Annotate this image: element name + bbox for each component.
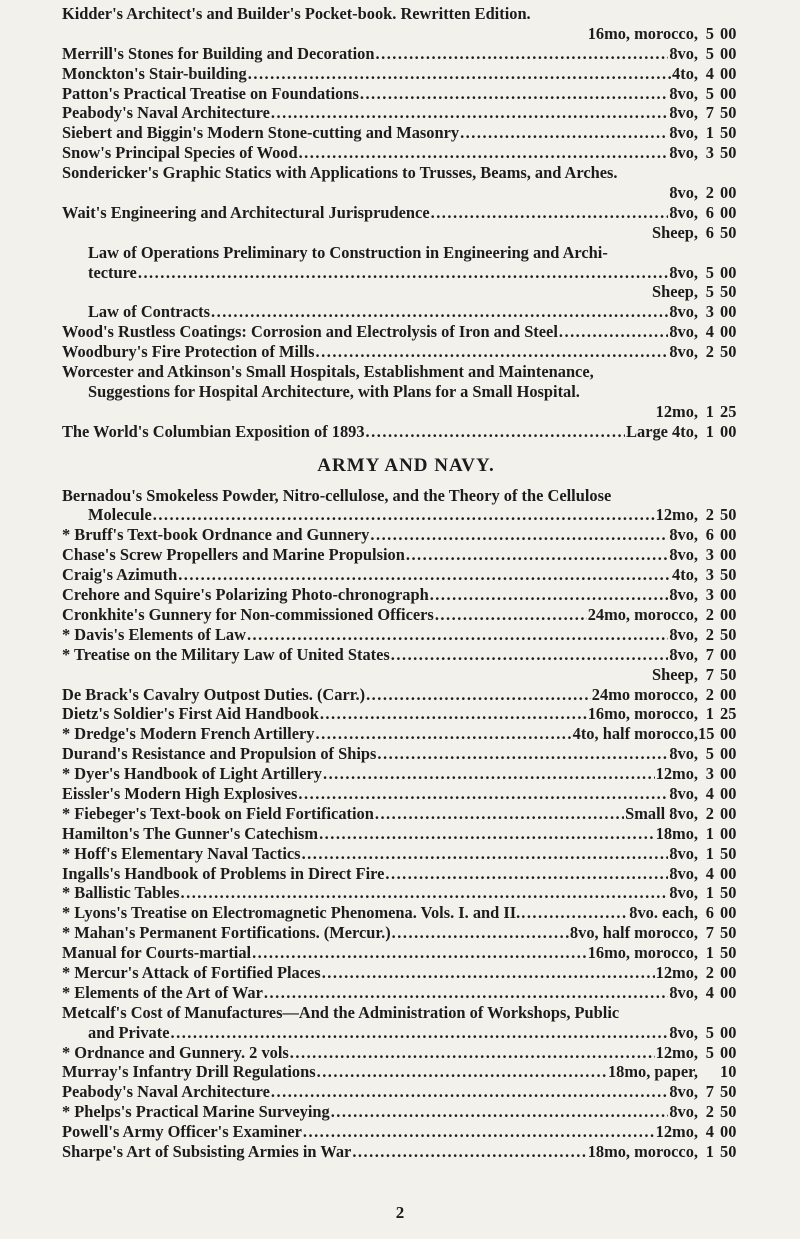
leader-dots	[247, 625, 668, 645]
leader-dots	[271, 1082, 668, 1102]
leader-dots	[375, 804, 624, 824]
entry-format: 8vo,	[669, 545, 698, 565]
entry-title: Merrill's Stones for Building and Decoration	[62, 43, 375, 63]
entry-title: Durand's Resistance and Propulsion of Ships	[62, 744, 377, 764]
entry-price: 7 50	[705, 1082, 737, 1102]
entry-price: 4 00	[705, 783, 737, 803]
catalog-entry-line	[62, 223, 750, 243]
entry-format: 8vo,	[669, 123, 698, 143]
entry-price: 1 25	[705, 704, 737, 724]
catalog-entry-line	[62, 665, 750, 685]
leader-dots	[435, 605, 587, 625]
entry-format: 8vo,	[669, 644, 698, 664]
entry-price: 2 00	[705, 684, 737, 704]
catalog-entry-line	[62, 362, 750, 382]
entry-price: 7 50	[705, 664, 737, 684]
entry-title: * Davis's Elements of Law	[62, 624, 246, 644]
entry-price: 6 50	[705, 222, 737, 242]
entry-price: 1 50	[705, 1141, 737, 1161]
entry-format: 12mo,	[655, 1122, 698, 1142]
entry-title: Ingalls's Handbook of Problems in Direct Fire	[62, 863, 385, 883]
entry-format: 12mo,	[655, 764, 698, 784]
catalog-entry-line	[62, 382, 750, 402]
catalog-entry-line	[62, 342, 750, 362]
entry-price: 5 00	[705, 83, 737, 103]
leader-dots	[322, 963, 655, 983]
entry-title: * Phelps's Practical Marine Surveying	[62, 1102, 330, 1122]
catalog-entry-line	[62, 183, 750, 203]
entry-price: 5 50	[705, 282, 737, 302]
header-format: 16mo, morocco,	[587, 23, 698, 43]
leader-dots	[317, 1062, 607, 1082]
entry-format: 12mo,	[655, 1042, 698, 1062]
entry-title: Murray's Infantry Drill Regulations	[62, 1062, 316, 1082]
entry-title: Wait's Engineering and Architectural Jurisprudence	[62, 202, 430, 222]
catalog-entry-line	[62, 44, 750, 64]
entry-title: Sondericker's Graphic Statics with Applications to Trusses, Beams, and Arches.	[62, 163, 618, 183]
catalog-column	[62, 4, 750, 1162]
entry-price: 1 50	[705, 843, 737, 863]
catalog-entry-line	[62, 744, 750, 764]
entry-price: 4 00	[705, 863, 737, 883]
entry-price: 5 00	[705, 262, 737, 282]
catalog-entry-line	[62, 864, 750, 884]
entry-format: 8vo,	[669, 843, 698, 863]
catalog-entry-line	[62, 1142, 750, 1162]
leader-dots	[391, 645, 669, 665]
catalog-entry-line	[62, 486, 750, 506]
entry-format: 8vo,	[669, 863, 698, 883]
leader-dots	[370, 525, 668, 545]
catalog-entry-line	[62, 983, 750, 1003]
catalog-entry-line	[62, 64, 750, 84]
entry-price: 4 00	[705, 322, 737, 342]
entry-title: * Mahan's Permanent Fortifications. (Mercur.)	[62, 923, 391, 943]
entry-price: 2 50	[705, 505, 737, 525]
entry-title: Bernadou's Smokeless Powder, Nitro-cellulose, and the Theory of the Cellulose	[62, 485, 612, 505]
entry-format: Sheep,	[652, 282, 698, 302]
entry-format: 18mo, paper,	[607, 1062, 698, 1082]
entry-title: Powell's Army Officer's Examiner	[62, 1122, 302, 1142]
entry-format: 8vo,	[669, 1082, 698, 1102]
header-format-line	[62, 24, 750, 44]
entry-price: 3 50	[705, 565, 737, 585]
catalog-entry-line	[62, 704, 750, 724]
catalog-entry-line	[62, 163, 750, 183]
entry-format: 18mo, morocco,	[587, 1141, 698, 1161]
entry-format: 8vo,	[669, 1102, 698, 1122]
entry-format: 16mo, morocco,	[587, 704, 698, 724]
entry-title: Peabody's Naval Architecture	[62, 103, 270, 123]
catalog-entry-line	[62, 243, 750, 263]
catalog-entry-line	[62, 263, 750, 283]
entry-price: 3 00	[705, 764, 737, 784]
catalog-entry-line	[62, 784, 750, 804]
entry-format: 4to, half morocco,	[572, 724, 698, 744]
section-heading-army-navy: ARMY AND NAVY.	[317, 454, 495, 476]
entry-title: * Elements of the Art of War	[62, 982, 263, 1002]
entry-title: * Mercur's Attack of Fortified Places	[62, 962, 321, 982]
catalog-entry-line	[62, 402, 750, 422]
leader-dots	[360, 84, 668, 104]
entry-price: 15 00	[698, 724, 737, 744]
entry-format: Large 4to,	[626, 421, 698, 441]
entry-format: 8vo,	[669, 982, 698, 1002]
catalog-entry-line	[62, 103, 750, 123]
entry-title: * Dredge's Modern French Artillery	[62, 724, 315, 744]
catalog-entry-line	[62, 143, 750, 163]
entry-title: Worcester and Atkinson's Small Hospitals, Establishment and Maintenance,	[62, 362, 594, 382]
leader-dots	[153, 505, 655, 525]
entry-price: 1 00	[705, 823, 737, 843]
entry-price: 4 00	[705, 1122, 737, 1142]
catalog-entry-line	[62, 1122, 750, 1142]
entry-title: Dietz's Soldier's First Aid Handbook	[62, 704, 319, 724]
entry-format: 8vo,	[669, 43, 698, 63]
catalog-entry-line	[62, 605, 750, 625]
entry-title: * Hoff's Elementary Naval Tactics	[62, 843, 301, 863]
entry-format: 8vo. each,	[629, 903, 698, 923]
entry-format: Sheep,	[652, 222, 698, 242]
catalog-entry-line	[62, 1102, 750, 1122]
leader-dots	[302, 844, 669, 864]
entry-format: 8vo, half morocco,	[569, 923, 698, 943]
entry-price: 6 00	[705, 202, 737, 222]
entry-title: Peabody's Naval Architecture	[62, 1082, 270, 1102]
entry-price: 6 00	[705, 903, 737, 923]
entry-title: Law of Operations Preliminary to Construction in Engineering and Archi-	[88, 242, 608, 262]
section-army-navy	[62, 486, 750, 1162]
catalog-entry-line	[62, 844, 750, 864]
catalog-entry-line	[62, 1043, 750, 1063]
entry-format: 12mo,	[655, 401, 698, 421]
entry-price: 5 00	[705, 1042, 737, 1062]
catalog-entry-line	[62, 923, 750, 943]
entry-price: 1 00	[705, 421, 737, 441]
entry-title: Chase's Screw Propellers and Marine Propulsion	[62, 545, 405, 565]
catalog-entry-line	[62, 963, 750, 983]
entry-format: 4to,	[672, 63, 698, 83]
entry-format: Small 8vo,	[625, 803, 698, 823]
catalog-entry-line	[62, 764, 750, 784]
entry-format: 24mo, morocco,	[587, 604, 698, 624]
catalog-entry-line	[62, 505, 750, 525]
entry-title: De Brack's Cavalry Outpost Duties. (Carr.)	[62, 684, 366, 704]
entry-title: Craig's Azimuth	[62, 565, 178, 585]
entry-price: 2 00	[705, 604, 737, 624]
entry-price: 1 25	[705, 401, 737, 421]
entry-title: Wood's Rustless Coatings: Corrosion and Electrolysis of Iron and Steel	[62, 322, 558, 342]
entry-price: 6 00	[705, 525, 737, 545]
leader-dots	[252, 943, 587, 963]
catalog-entry-line	[62, 1023, 750, 1043]
leader-dots	[316, 342, 669, 362]
leader-dots	[264, 983, 668, 1003]
entry-format: 8vo,	[669, 103, 698, 123]
entry-format: 18mo,	[655, 823, 698, 843]
leader-dots	[366, 685, 591, 705]
leader-dots	[431, 203, 669, 223]
entry-format: 24mo morocco,	[591, 684, 698, 704]
leader-dots	[406, 545, 668, 565]
leader-dots	[352, 1142, 586, 1162]
entry-format: 4to,	[672, 565, 698, 585]
entry-title: * Ballistic Tables	[62, 883, 180, 903]
entry-title: Manual for Courts-martial	[62, 943, 252, 963]
leader-dots	[298, 784, 668, 804]
entry-title: Sharpe's Art of Subsisting Armies in War	[62, 1141, 352, 1161]
leader-dots	[181, 883, 669, 903]
catalog-entry-line	[62, 645, 750, 665]
entry-price: 7 00	[705, 644, 737, 664]
leader-dots	[271, 103, 668, 123]
catalog-entry-line	[62, 883, 750, 903]
catalog-entry-line	[62, 824, 750, 844]
catalog-entry-line	[62, 1062, 750, 1082]
entry-price: 2 50	[705, 624, 737, 644]
leader-dots	[303, 1122, 655, 1142]
entry-price: 2 50	[705, 1102, 737, 1122]
entry-format: 8vo,	[669, 183, 698, 203]
entry-format: 16mo, morocco,	[587, 943, 698, 963]
entry-title: Crehore and Squire's Polarizing Photo-chronograph	[62, 585, 429, 605]
entry-format: 8vo,	[669, 883, 698, 903]
entry-title: Siebert and Biggin's Modern Stone-cutting and Masonry	[62, 123, 460, 143]
entry-title: tecture	[88, 262, 137, 282]
leader-dots	[138, 263, 668, 283]
entry-price: 3 00	[705, 545, 737, 565]
entry-title: Cronkhite's Gunnery for Non-commissioned Officers	[62, 604, 434, 624]
leader-dots	[392, 923, 569, 943]
header-title: Kidder's Architect's and Builder's Pocket-book. Rewritten Edition.	[62, 4, 531, 23]
leader-dots	[316, 724, 572, 744]
catalog-entry-line	[62, 322, 750, 342]
catalog-entry-line	[62, 625, 750, 645]
entry-format: 8vo,	[669, 143, 698, 163]
entry-title: The World's Columbian Exposition of 1893	[62, 421, 365, 441]
entry-title: Hamilton's The Gunner's Catechism	[62, 823, 319, 843]
catalog-entry-line	[62, 282, 750, 302]
leader-dots	[211, 302, 668, 322]
entry-format: Sheep,	[652, 664, 698, 684]
leader-dots	[248, 64, 671, 84]
entry-title: Molecule	[88, 505, 152, 525]
entry-price: 1 50	[705, 123, 737, 143]
catalog-entry-line	[62, 685, 750, 705]
entry-title: Woodbury's Fire Protection of Mills	[62, 342, 315, 362]
catalog-entry-line	[62, 943, 750, 963]
entry-title: Patton's Practical Treatise on Foundations	[62, 83, 359, 103]
entry-price: 3 00	[705, 585, 737, 605]
page-number: 2	[395, 1203, 405, 1222]
entry-title: and Private	[88, 1022, 170, 1042]
entry-price: 2 50	[705, 342, 737, 362]
catalog-entry-line	[62, 84, 750, 104]
catalog-entry-line	[62, 525, 750, 545]
entry-title: * Dyer's Handbook of Light Artillery	[62, 764, 322, 784]
leader-dots	[290, 1043, 655, 1063]
entry-price: 2 00	[705, 962, 737, 982]
entry-format: 8vo,	[669, 783, 698, 803]
entry-price: 2 00	[705, 183, 737, 203]
leader-dots	[323, 764, 655, 784]
entry-price: 1 50	[705, 943, 737, 963]
leader-dots	[559, 322, 668, 342]
entry-format: 8vo,	[669, 624, 698, 644]
entry-price: 2 00	[705, 803, 737, 823]
entry-title: Metcalf's Cost of Manufactures—And the Administration of Workshops, Public	[62, 1002, 620, 1022]
catalog-entry-line	[62, 1082, 750, 1102]
entry-format: 8vo,	[669, 342, 698, 362]
entry-price: 7 50	[705, 103, 737, 123]
entry-title: * Fiebeger's Text-book on Field Fortification	[62, 803, 374, 823]
entry-title: * Lyons's Treatise on Electromagnetic Phenomena. Vols. I. and II.	[62, 903, 521, 923]
leader-dots	[320, 704, 587, 724]
leader-dots	[331, 1102, 669, 1122]
entry-price: 4 00	[705, 63, 737, 83]
entry-title: Eissler's Modern High Explosives	[62, 783, 298, 803]
catalog-entry-line	[62, 123, 750, 143]
entry-format: 8vo,	[669, 322, 698, 342]
leader-dots	[376, 44, 669, 64]
catalog-entry-line	[62, 724, 750, 744]
entry-price: 5 00	[705, 1022, 737, 1042]
entry-format: 8vo,	[669, 262, 698, 282]
entry-format: 8vo,	[669, 744, 698, 764]
leader-dots	[366, 422, 626, 442]
entry-format: 8vo,	[669, 202, 698, 222]
leader-dots	[377, 744, 668, 764]
entry-format: 8vo,	[669, 1022, 698, 1042]
entry-title: * Ordnance and Gunnery. 2 vols	[62, 1042, 289, 1062]
leader-dots	[385, 864, 668, 884]
entry-format: 8vo,	[669, 585, 698, 605]
entry-title: Law of Contracts	[88, 302, 211, 322]
entry-price: 7 50	[705, 923, 737, 943]
catalog-entry-line	[62, 302, 750, 322]
entry-price: 5 00	[705, 744, 737, 764]
entry-title: * Treatise on the Military Law of United States	[62, 644, 390, 664]
leader-dots	[171, 1023, 669, 1043]
header-price: 5 00	[705, 23, 737, 43]
entry-title: Snow's Principal Species of Wood	[62, 143, 298, 163]
entry-format: 8vo,	[669, 83, 698, 103]
leader-dots	[460, 123, 668, 143]
entry-format: 12mo,	[655, 505, 698, 525]
section-building	[62, 44, 750, 442]
leader-dots	[319, 824, 655, 844]
entry-price: 3 50	[705, 143, 737, 163]
entry-format: 8vo,	[669, 302, 698, 322]
catalog-entry-line	[62, 585, 750, 605]
catalog-entry-line	[62, 804, 750, 824]
entry-price: 1 50	[705, 883, 737, 903]
entry-format: 12mo,	[655, 962, 698, 982]
catalog-entry-line	[62, 422, 750, 442]
entry-title: * Bruff's Text-book Ordnance and Gunnery	[62, 525, 370, 545]
entry-price: 4 00	[705, 982, 737, 1002]
catalog-entry-line	[62, 903, 750, 923]
catalog-entry-line	[62, 565, 750, 585]
catalog-entry-line	[62, 203, 750, 223]
entry-format: 8vo,	[669, 525, 698, 545]
entry-price: 10	[720, 1062, 737, 1082]
catalog-entry-line	[62, 1003, 750, 1023]
leader-dots	[178, 565, 671, 585]
leader-dots	[299, 143, 669, 163]
leader-dots	[430, 585, 669, 605]
catalog-entry-line	[62, 545, 750, 565]
entry-title: Suggestions for Hospital Architecture, with Plans for a Small Hospital.	[88, 381, 580, 401]
leader-dots	[521, 903, 628, 923]
entry-price: 3 00	[705, 302, 737, 322]
entry-price: 5 00	[705, 43, 737, 63]
entry-title: Monckton's Stair-building	[62, 63, 247, 83]
